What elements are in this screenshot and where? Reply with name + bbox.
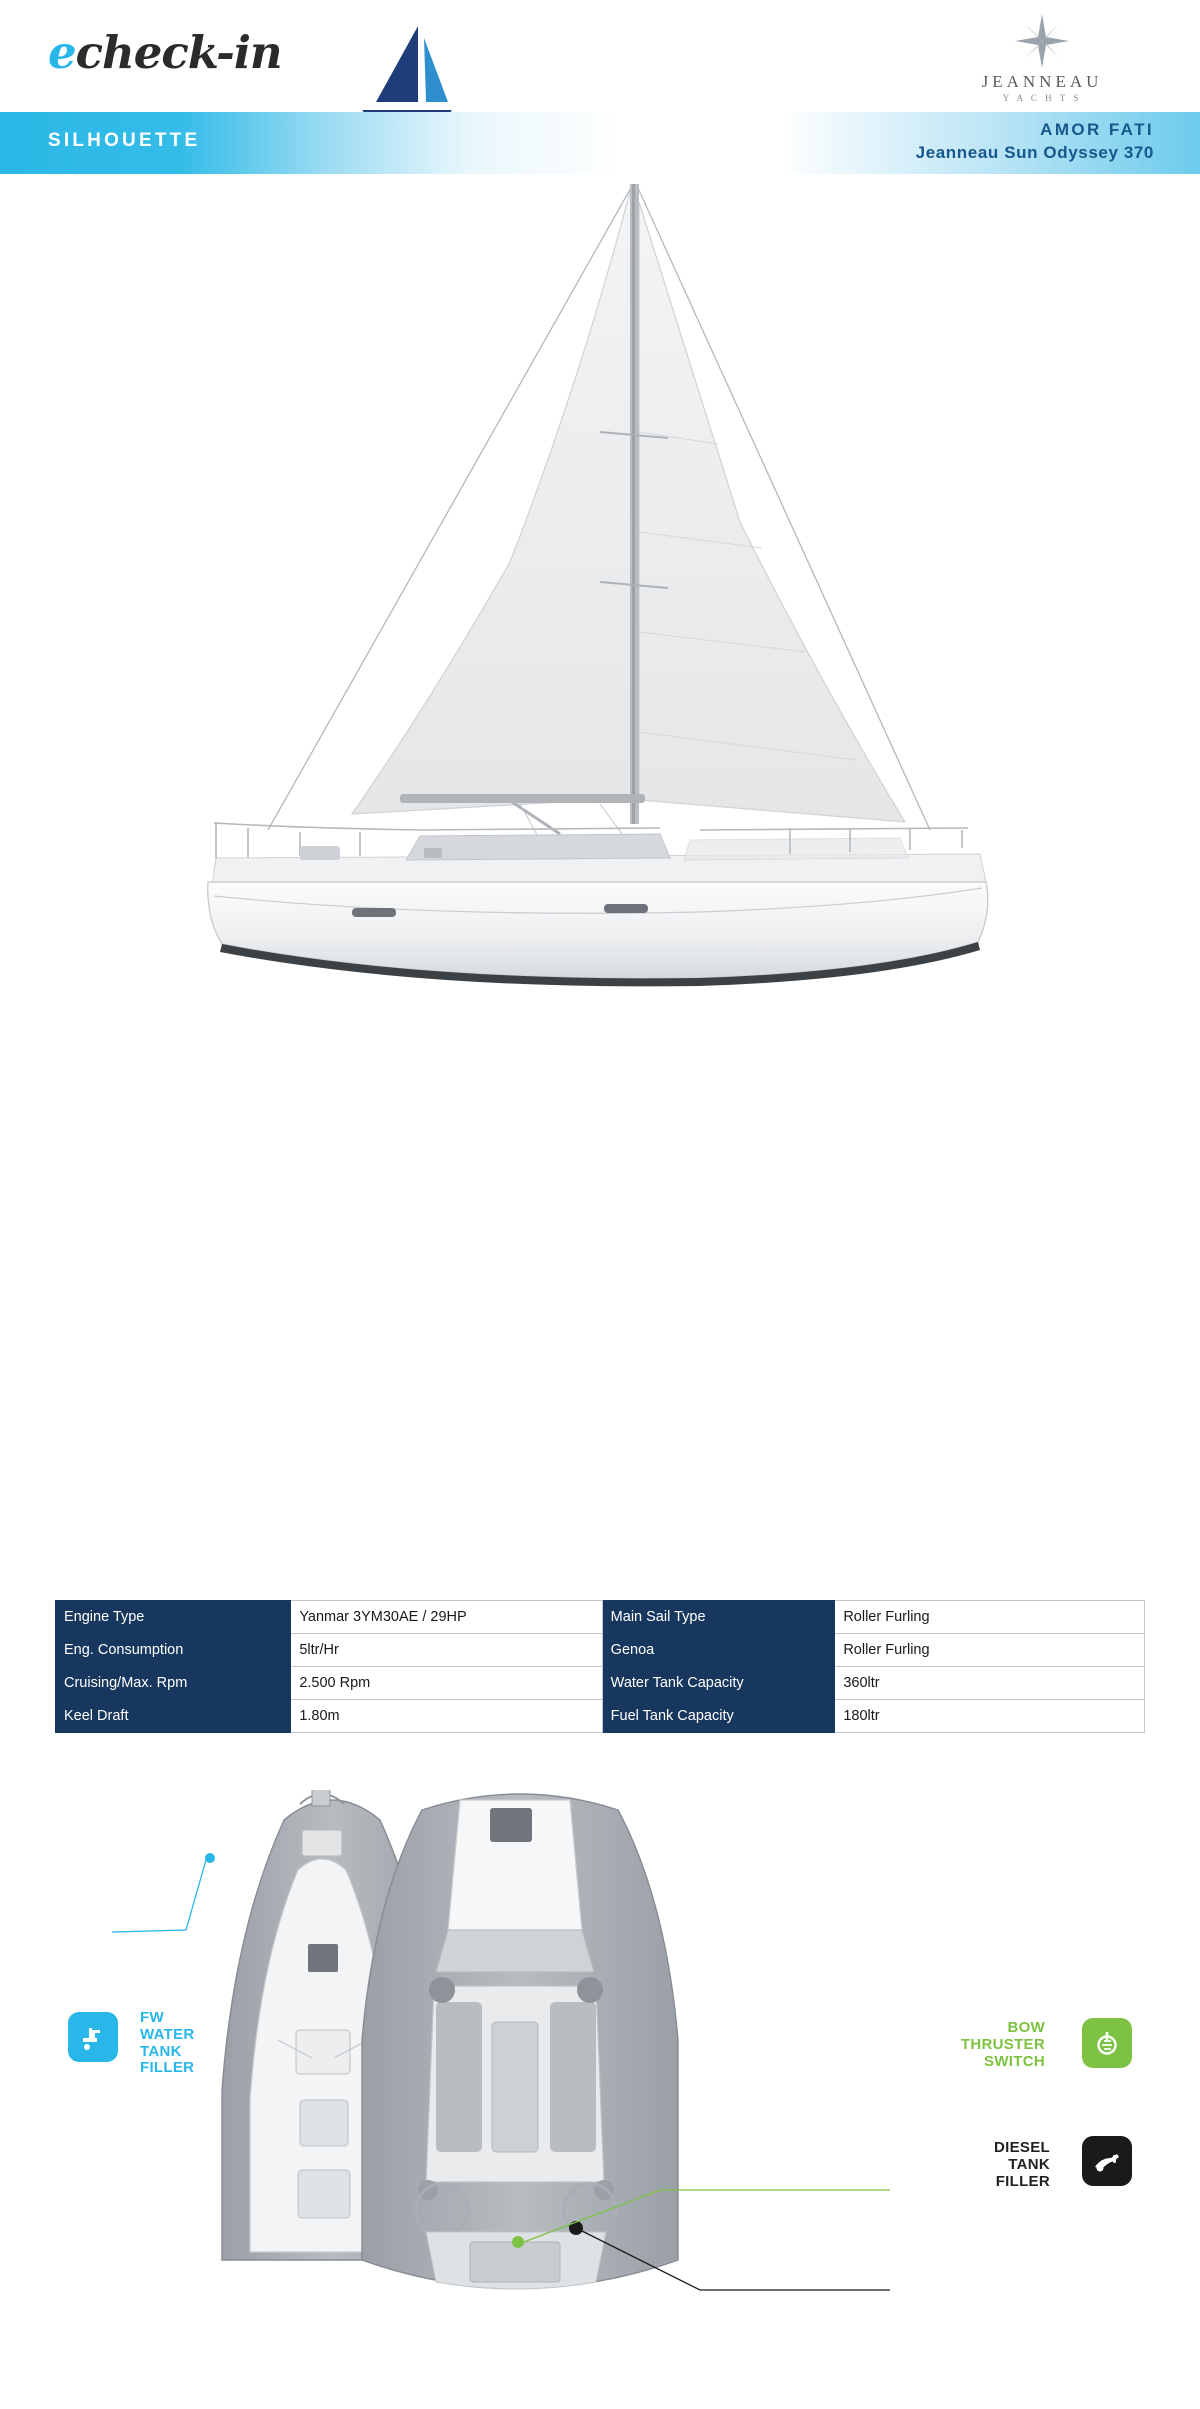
spec-label-genoa: Genoa — [602, 1634, 835, 1667]
fw-water-tank-filler-badge[interactable] — [68, 2012, 118, 2062]
callout-line: TANK — [1008, 2155, 1050, 2173]
vessel-model: Jeanneau Sun Odyssey 370 — [915, 143, 1154, 162]
callout-line: WATER — [140, 2025, 195, 2043]
spec-label-water-tank-capacity: Water Tank Capacity — [602, 1667, 835, 1700]
callout-line: TANK — [140, 2042, 182, 2060]
spec-value-cruising-max-rpm: 2.500 Rpm — [291, 1667, 602, 1700]
callout-line: THRUSTER — [960, 2035, 1045, 2053]
brand-subtitle: Y A C H T S — [1002, 93, 1082, 103]
callout-line: SWITCH — [984, 2052, 1045, 2070]
compass-rose-icon — [1013, 12, 1071, 70]
specification-table — [55, 1600, 1145, 1733]
fuel-nozzle-icon — [1091, 2145, 1123, 2177]
jeanneau-brand — [932, 12, 1152, 103]
bow-thruster-switch-badge[interactable] — [1082, 2018, 1132, 2068]
spec-value-eng-consumption: 5ltr/Hr — [291, 1634, 602, 1667]
table-row — [56, 1634, 1145, 1667]
spec-label-main-sail-type: Main Sail Type — [602, 1601, 835, 1634]
diesel-filler-marker — [569, 2221, 583, 2235]
yacht-silhouette-illustration — [0, 182, 1200, 1002]
spec-value-keel-draft: 1.80m — [291, 1700, 602, 1733]
spec-label-eng-consumption: Eng. Consumption — [56, 1634, 291, 1667]
fw-filler-marker — [205, 1853, 215, 1863]
spec-value-water-tank-capacity: 360ltr — [835, 1667, 1145, 1700]
water-tap-icon — [78, 2022, 108, 2052]
spec-label-fuel-tank-capacity: Fuel Tank Capacity — [602, 1700, 835, 1733]
spec-value-main-sail-type: Roller Furling — [835, 1601, 1145, 1634]
table-row — [56, 1700, 1145, 1733]
spec-label-keel-draft: Keel Draft — [56, 1700, 291, 1733]
yacht-side-profile-svg — [0, 182, 1200, 1002]
page-header — [0, 0, 1200, 180]
footer-spacer — [0, 2387, 1200, 2409]
logo-wordmark-rest: check-in — [75, 26, 282, 79]
callout-line: FILLER — [140, 2059, 195, 2077]
spec-value-engine-type: Yanmar 3YM30AE / 29HP — [291, 1601, 602, 1634]
vessel-name: AMOR FATI — [1040, 120, 1154, 139]
bow-thruster-marker — [512, 2236, 524, 2248]
callout-line: FW — [140, 2009, 164, 2026]
cockpit-plan — [362, 1794, 890, 2290]
table-row — [56, 1601, 1145, 1634]
brand-name: JEANNEAU — [981, 72, 1103, 91]
spec-value-fuel-tank-capacity: 180ltr — [835, 1700, 1145, 1733]
section-label: SILHOUETTE — [48, 130, 201, 151]
diesel-tank-filler-badge[interactable] — [1082, 2136, 1132, 2186]
spec-label-cruising-max-rpm: Cruising/Max. Rpm — [56, 1667, 291, 1700]
table-row — [56, 1667, 1145, 1700]
spec-value-genoa: Roller Furling — [835, 1634, 1145, 1667]
diesel-tank-filler-label — [994, 2140, 1050, 2190]
logo-wordmark-accent: e — [48, 26, 76, 79]
callout-line: FILLER — [995, 2172, 1050, 2190]
bow-thruster-switch-label — [961, 2020, 1045, 2070]
vessel-identity — [916, 120, 1154, 163]
fw-water-tank-filler-label — [140, 2010, 195, 2077]
callout-line: BOW — [1007, 2019, 1045, 2036]
spec-label-engine-type: Engine Type — [56, 1601, 291, 1634]
bow-thruster-icon — [1092, 2028, 1122, 2058]
callout-line: DIESEL — [994, 2139, 1050, 2156]
